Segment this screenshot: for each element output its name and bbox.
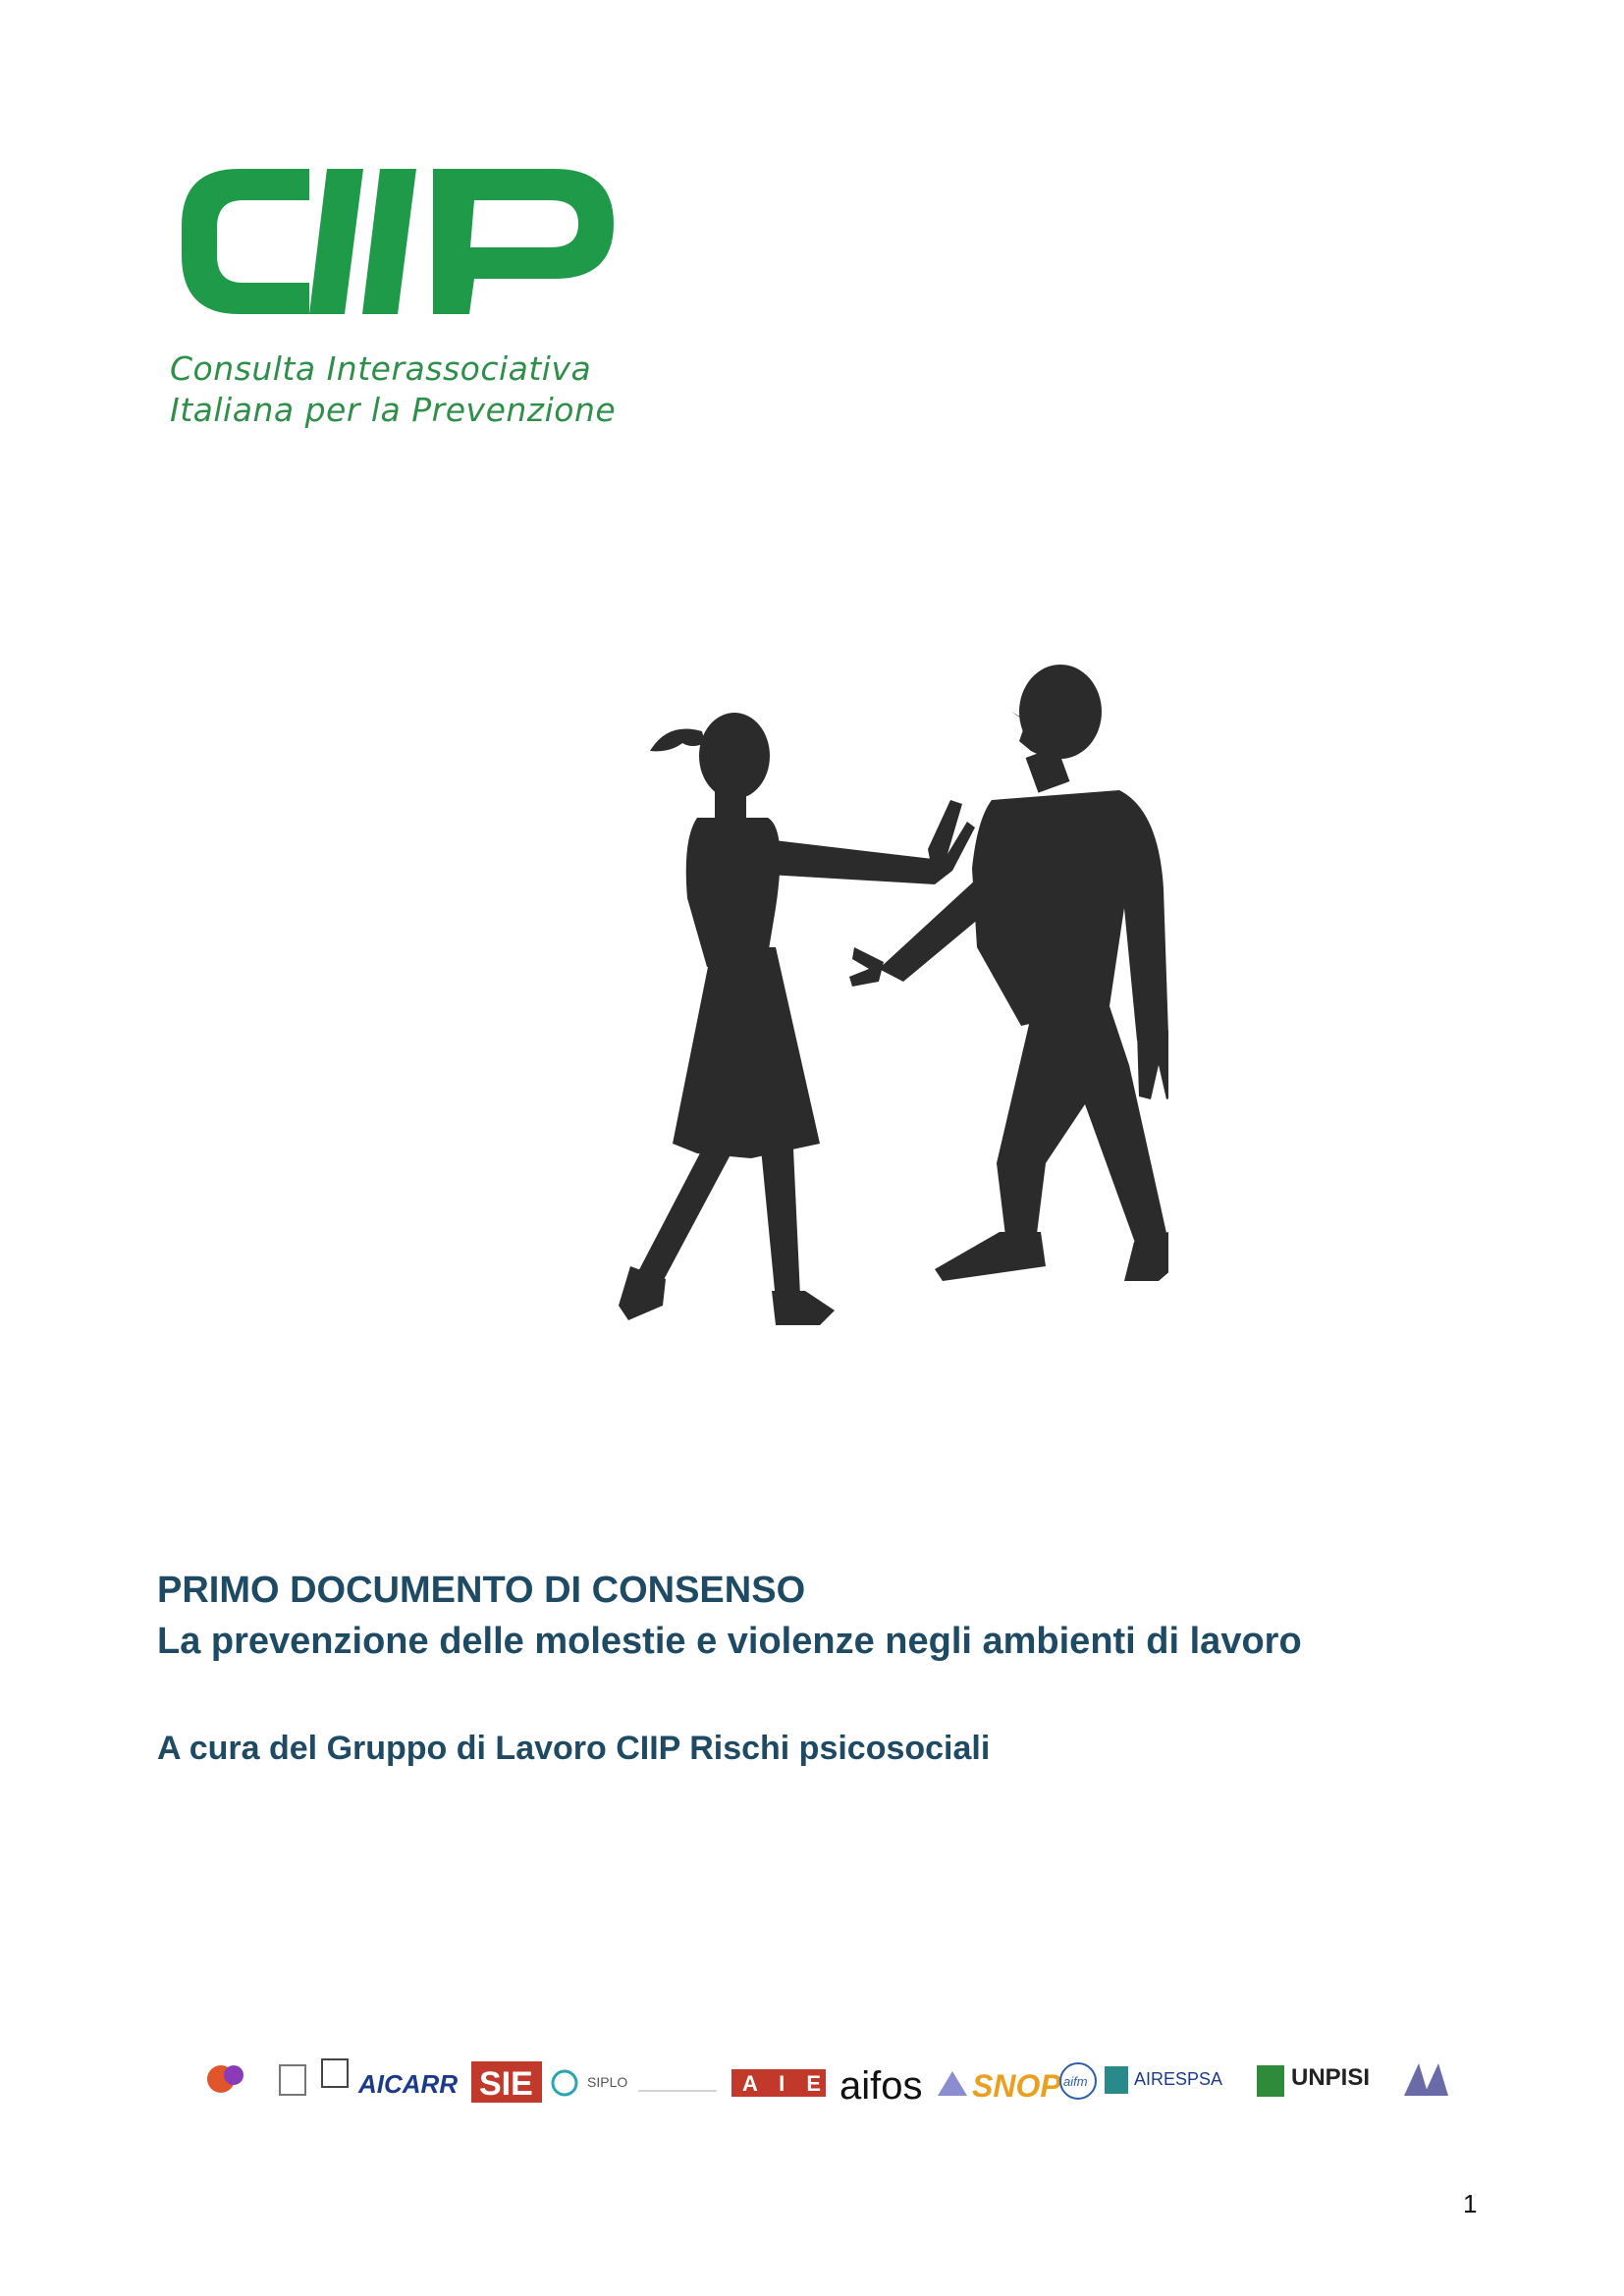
- partner-logo-unpisi: UNPISI: [1291, 2064, 1371, 2091]
- partner-logo-small-last: [1404, 2063, 1448, 2096]
- document-title: [157, 1566, 1512, 1668]
- partner-logo-small-3: [322, 2059, 348, 2087]
- title-line-2: La prevenzione delle molestie e violenze negli ambienti di lavoro: [157, 1621, 1302, 1662]
- page-number: 1: [1463, 2189, 1478, 2218]
- partner-logo-aifm: aifm: [1063, 2074, 1088, 2089]
- harassment-silhouette-icon: [481, 653, 1168, 1360]
- partner-logos-strip: [187, 2052, 1463, 2110]
- partner-logo-small-1: [207, 2065, 244, 2093]
- logo-line-2: Italiana per la Prevenzione: [170, 391, 617, 429]
- partner-logo-aie: A I E: [742, 2071, 830, 2096]
- partner-logo-aicarr: AICARR: [358, 2069, 459, 2099]
- title-line-1: PRIMO DOCUMENTO DI CONSENSO: [157, 1570, 806, 1611]
- partner-logo-sie: SIE: [479, 2065, 533, 2103]
- ciip-logo: [162, 157, 633, 442]
- partner-logo-small-2: [280, 2065, 305, 2095]
- partner-logo-aifos: aifos: [839, 2064, 923, 2108]
- logo-line-1: Consulta Interassociativa: [170, 349, 592, 388]
- partner-logo-snop: SNOP: [972, 2068, 1061, 2104]
- partner-logo-siplo: SIPLO: [587, 2074, 628, 2090]
- partner-logo-airespsa: AIRESPSA: [1134, 2069, 1223, 2089]
- ciip-logo-mark: [162, 157, 633, 348]
- byline: A cura del Gruppo di Lavoro CIIP Rischi psicosociali: [157, 1730, 991, 1767]
